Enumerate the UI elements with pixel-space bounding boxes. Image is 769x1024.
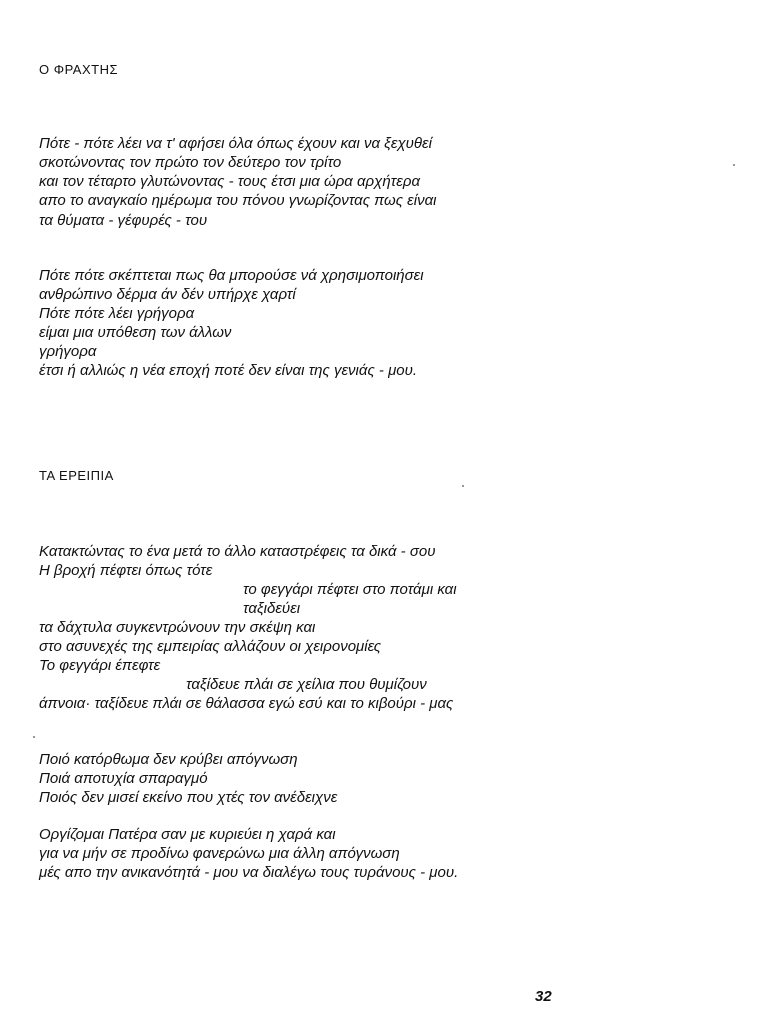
poem-line: Η βροχή πέφτει όπως τότε bbox=[39, 562, 213, 579]
scan-speck bbox=[733, 164, 735, 166]
poem-line: Πότε πότε σκέπτεται πως θα μπορούσε νά χρησιμοποιήσει bbox=[39, 267, 424, 284]
scan-speck bbox=[462, 485, 464, 487]
poem-line: Πότε πότε λέει γρήγορα bbox=[39, 305, 195, 322]
poem-line: ανθρώπινο δέρμα άν δέν υπήρχε χαρτί bbox=[39, 286, 296, 303]
scan-speck bbox=[33, 736, 35, 738]
poem-line: για να μήν σε προδίνω φανερώνω μια άλλη απόγνωση bbox=[39, 845, 400, 862]
poem-line: Ποιό κατόρθωμα δεν κρύβει απόγνωση bbox=[39, 751, 298, 768]
poem-line: απο το αναγκαίο ημέρωμα του πόνου γνωρίζοντας πως είναι bbox=[39, 192, 437, 209]
poem-line: στο ασυνεχές της εμπειρίας αλλάζουν οι χειρονομίες bbox=[39, 638, 382, 655]
poem-title-fraxtis: Ο ΦΡΑΧΤΗΣ bbox=[39, 62, 119, 77]
page-number: 32 bbox=[535, 988, 552, 1005]
poem-line: τα θύματα - γέφυρές - του bbox=[39, 212, 208, 229]
poem-line: μές απο την ανικανότητά - μου να διαλέγω τους τυράνους - μου. bbox=[39, 864, 459, 881]
poem-line: Πότε - πότε λέει να τ' αφήσει όλα όπως έχουν και να ξεχυθεί bbox=[39, 135, 432, 152]
poem-line: Ποιός δεν μισεί εκείνο που χτές τον ανέδειχνε bbox=[39, 789, 338, 806]
poem-line: Οργίζομαι Πατέρα σαν με κυριεύει η χαρά και bbox=[39, 826, 336, 843]
poem-line: ταξίδευε πλάι σε χείλια που θυμίζουν bbox=[186, 676, 427, 693]
poem-line: Το φεγγάρι έπεφτε bbox=[39, 657, 161, 674]
poem-line: ταξιδεύει bbox=[243, 600, 301, 617]
poem-title-ereipia: ΤΑ ΕΡΕΙΠΙΑ bbox=[39, 468, 114, 483]
poem-line: τα δάχτυλα συγκεντρώνουν την σκέψη και bbox=[39, 619, 316, 636]
poem-line: είμαι μια υπόθεση των άλλων bbox=[39, 324, 232, 341]
poem-line: άπνοια· ταξίδευε πλάι σε θάλασσα εγώ εσύ και το κιβούρι - μας bbox=[39, 695, 454, 712]
poem-line: Κατακτώντας το ένα μετά το άλλο καταστρέφεις τα δικά - σου bbox=[39, 543, 436, 560]
poem-line: γρήγορα bbox=[39, 343, 97, 360]
poem-line: Ποιά αποτυχία σπαραγμό bbox=[39, 770, 208, 787]
poem-line: το φεγγάρι πέφτει στο ποτάμι και bbox=[243, 581, 457, 598]
poem-line: και τον τέταρτο γλυτώνοντας - τους έτσι μια ώρα αρχήτερα bbox=[39, 173, 421, 190]
poem-line: έτσι ή αλλιώς η νέα εποχή ποτέ δεν είναι της γενιάς - μου. bbox=[39, 362, 418, 379]
poem-line: σκοτώνοντας τον πρώτο τον δεύτερο τον τρίτο bbox=[39, 154, 342, 171]
